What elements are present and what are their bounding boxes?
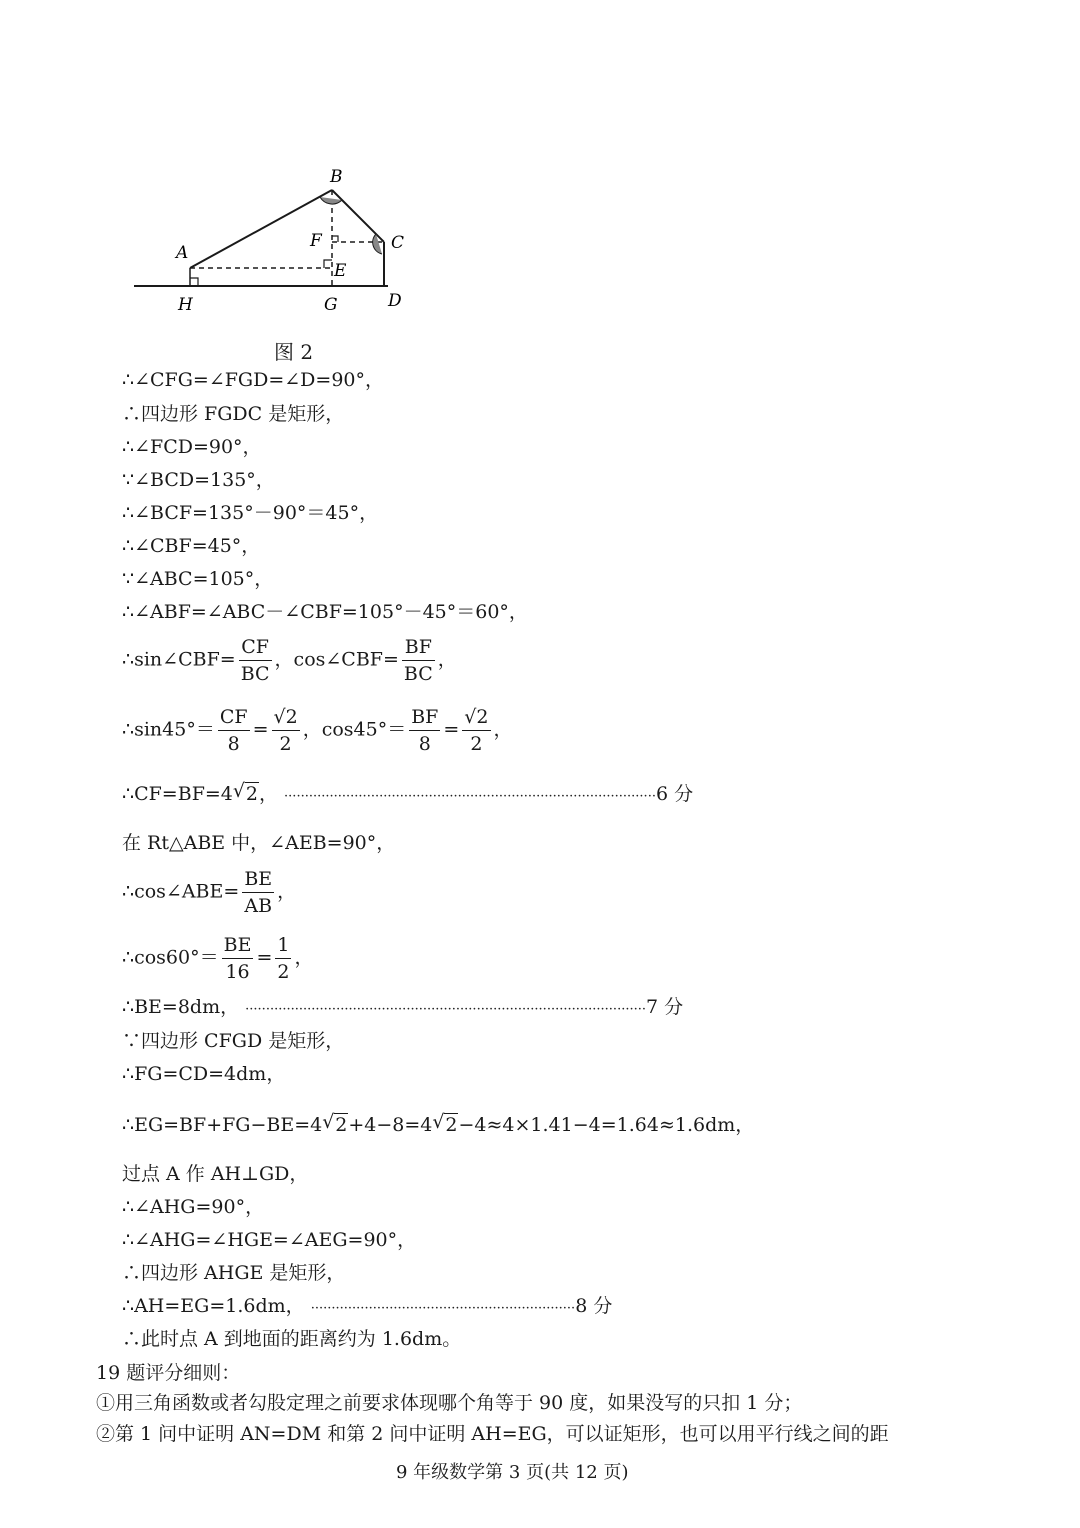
radical-icon: √ — [232, 780, 245, 802]
solution-line-5: ∴∠BCF=135°－90°＝45°， — [122, 502, 379, 524]
fraction-sqrt2-2 — [462, 704, 490, 757]
solution-line-17: ∴FG=CD=4dm， — [122, 1063, 286, 1085]
grading-rule-1: ①用三角函数或者勾股定理之前要求体现哪个角等于 90 度，如果没写的只扣 1 分； — [96, 1392, 803, 1414]
denominator: 16 — [225, 961, 250, 983]
cf-bf-text: ∴CF=BF=4 — [122, 783, 233, 805]
denominator: BC — [240, 663, 270, 685]
solution-line-16: ∵四边形 CFGD 是矩形， — [122, 1030, 345, 1052]
line-end: ， — [277, 880, 297, 903]
label-h: H — [178, 295, 193, 315]
solution-line-10 — [122, 704, 513, 757]
solution-line-14 — [122, 932, 313, 985]
right-angle-mark-h — [190, 278, 198, 286]
grading-rule-2: ②第 1 问中证明 AN=DM 和第 2 问中证明 AH=EG，可以证矩形，也可以用平行线之间的距 — [96, 1423, 889, 1445]
denominator: 8 — [418, 733, 431, 755]
label-e: E — [334, 261, 347, 281]
right-angle-mark-e — [324, 260, 332, 268]
label-c: C — [391, 233, 405, 253]
radicand: 2 — [245, 783, 258, 805]
solution-line-6: ∴∠CBF=45°， — [122, 535, 261, 557]
denominator: 2 — [470, 733, 483, 755]
sin45-prefix: ∴sin45°＝ — [122, 718, 215, 741]
radical-icon: √ — [432, 1111, 445, 1133]
solution-line-22: ∴四边形 AHGE 是矩形， — [122, 1262, 346, 1284]
segment-ab — [190, 190, 332, 268]
page-footer: 9 年级数学第 3 页(共 12 页) — [396, 1462, 629, 1483]
line-end: ， — [294, 946, 314, 969]
geometry-figure — [120, 160, 440, 330]
solution-line-4: ∵∠BCD=135°， — [122, 469, 275, 491]
sin-cbf-prefix: ∴sin∠CBF= — [122, 648, 236, 671]
denominator: AB — [244, 895, 273, 917]
fraction-cf-bc — [239, 634, 272, 687]
numerator: √2 — [462, 704, 490, 731]
numerator: BE — [222, 932, 254, 959]
grading-title: 19 题评分细则： — [96, 1362, 241, 1384]
fraction-sqrt2-2 — [272, 704, 300, 757]
solution-line-21: ∴∠AHG=∠HGE=∠AEG=90°， — [122, 1229, 417, 1251]
fraction-be-16 — [222, 932, 254, 985]
fraction-bf-bc — [402, 634, 435, 687]
solution-line-15 — [122, 993, 683, 1024]
cos-cbf-text: ，cos∠CBF= — [274, 648, 399, 671]
label-g: G — [324, 295, 338, 315]
score-mark: 6 分 — [655, 783, 694, 805]
leader-dots: ································································ — [310, 1301, 576, 1316]
eg-text-a: ∴EG=BF+FG−BE=4 — [122, 1114, 323, 1136]
solution-line-12: 在 Rt△ABE 中，∠AEB=90°， — [122, 832, 396, 854]
be-text: ∴BE=8dm， — [122, 996, 240, 1018]
solution-line-1: ∴∠CFG=∠FGD=∠D=90°， — [122, 369, 385, 391]
numerator: CF — [218, 704, 250, 731]
solution-line-3: ∴∠FCD=90°， — [122, 436, 262, 458]
solution-line-24: ∴此时点 A 到地面的距离约为 1.6dm。 — [122, 1328, 462, 1350]
equals-sign: = — [256, 946, 273, 969]
eg-text-c: −4≈4×1.41−4=1.64≈1.6dm， — [458, 1114, 755, 1136]
label-f: F — [310, 231, 322, 251]
angle-arc-c — [373, 234, 382, 254]
solution-line-13 — [122, 866, 296, 919]
solution-line-8: ∴∠ABF=∠ABC－∠CBF=105°－45°＝60°， — [122, 601, 528, 623]
solution-line-23 — [122, 1292, 612, 1323]
equals-sign: = — [252, 718, 269, 741]
fraction-cf-8 — [218, 704, 250, 757]
label-b: B — [330, 167, 343, 187]
eg-text-b: +4−8=4 — [348, 1114, 433, 1136]
denominator: 2 — [279, 733, 292, 755]
solution-line-2: ∴四边形 FGDC 是矩形， — [122, 403, 345, 425]
numerator: 1 — [275, 932, 291, 959]
sqrt-2 — [233, 780, 259, 808]
numerator: BE — [242, 866, 274, 893]
cos60-prefix: ∴cos60°＝ — [122, 946, 219, 969]
line-end: ， — [493, 718, 513, 741]
cos-abe-prefix: ∴cos∠ABE= — [122, 880, 240, 903]
numerator: √2 — [272, 704, 300, 731]
numerator: BF — [409, 704, 440, 731]
sqrt-2 — [322, 1111, 348, 1139]
solution-line-19: 过点 A 作 AH⊥GD， — [122, 1163, 309, 1185]
denominator: 2 — [277, 961, 290, 983]
comma: ， — [258, 783, 278, 805]
radicand: 2 — [335, 1114, 348, 1136]
line-end: ， — [437, 648, 457, 671]
numerator: BF — [402, 634, 435, 661]
fraction-be-ab — [242, 866, 274, 919]
leader-dots: ································································································· — [245, 1002, 646, 1017]
ah-text: ∴AH=EG=1.6dm， — [122, 1295, 305, 1317]
numerator: CF — [239, 634, 272, 661]
solution-line-18 — [122, 1111, 754, 1139]
radical-icon: √ — [322, 1111, 335, 1133]
cos45-text: ，cos45°＝ — [302, 718, 407, 741]
label-a: A — [176, 243, 189, 263]
leader-dots: ·························································································· — [284, 789, 656, 804]
figure-caption: 图 2 — [274, 340, 314, 364]
solution-line-11 — [122, 780, 693, 811]
score-mark: 8 分 — [575, 1295, 613, 1317]
radicand: 2 — [445, 1114, 458, 1136]
score-mark: 7 分 — [646, 996, 684, 1018]
fraction-1-2 — [275, 932, 291, 985]
sqrt-2 — [432, 1111, 458, 1139]
solution-line-9 — [122, 634, 457, 687]
solution-line-7: ∵∠ABC=105°， — [122, 568, 274, 590]
solution-line-20: ∴∠AHG=90°， — [122, 1196, 265, 1218]
equals-sign: = — [443, 718, 460, 741]
denominator: BC — [403, 663, 433, 685]
fraction-bf-8 — [409, 704, 440, 757]
label-d: D — [388, 291, 402, 311]
denominator: 8 — [227, 733, 240, 755]
right-angle-mark-f — [332, 236, 338, 242]
